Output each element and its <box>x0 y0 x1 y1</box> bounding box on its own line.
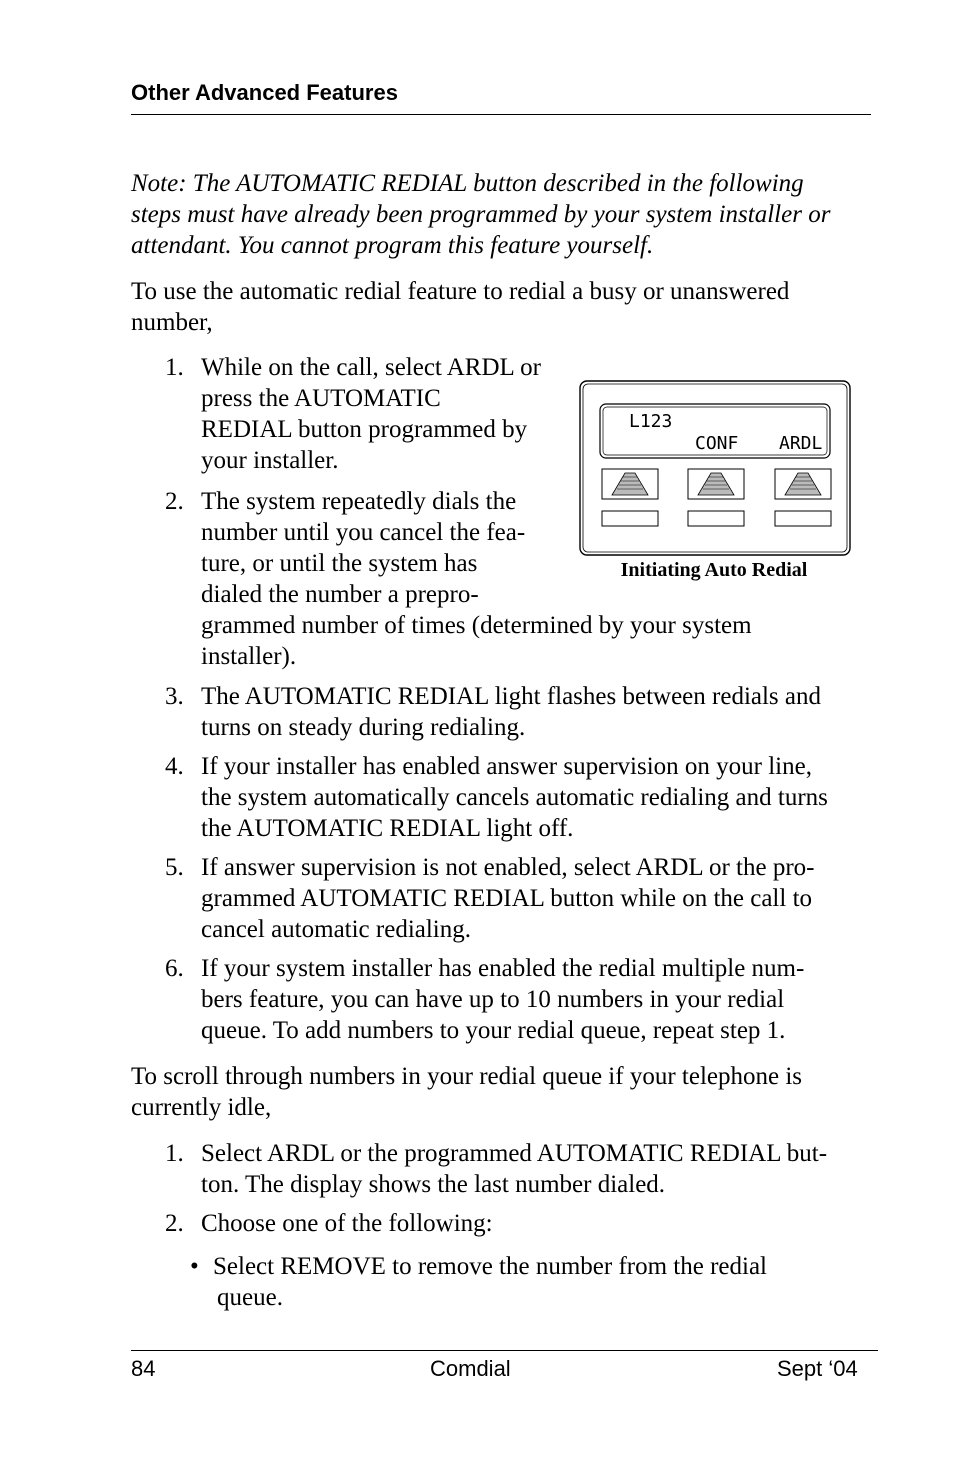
intro-line: currently idle, <box>131 1094 272 1121</box>
step-line: press the AUTOMATIC <box>201 385 441 412</box>
note-line: Note: The AUTOMATIC REDIAL button described in the following <box>131 170 804 197</box>
step-line: If answer supervision is not enabled, select ARDL or the pro- <box>201 854 815 881</box>
footer-company: Comdial <box>430 1356 511 1381</box>
step-line: grammed AUTOMATIC REDIAL button while on the call to <box>201 885 813 912</box>
header-rule <box>131 114 871 115</box>
step-line: the system automatically cancels automatic redialing and turns <box>201 784 828 811</box>
step-number: 1. <box>165 354 184 381</box>
step-line: cancel automatic redialing. <box>201 916 472 943</box>
step-text <box>201 681 821 743</box>
step-line: the AUTOMATIC REDIAL light off. <box>201 815 574 842</box>
step-line: If your system installer has enabled the redial multiple num- <box>201 955 805 982</box>
step-line: installer). <box>201 643 297 670</box>
step-line: REDIAL button programmed by <box>201 416 528 443</box>
step-text <box>201 852 815 945</box>
note-line: steps must have already been programmed by your system installer or <box>131 201 831 228</box>
idle-step-1 <box>165 1138 875 1200</box>
step-line: bers feature, you can have up to 10 numbers in your redial <box>201 986 785 1013</box>
step-text <box>201 1138 827 1200</box>
running-header: Other Advanced Features <box>131 80 398 105</box>
step-6 <box>165 953 875 1046</box>
step-line: ture, or until the system has <box>201 550 478 577</box>
display-line1: L123 <box>629 411 673 432</box>
step-number: 1. <box>165 1140 184 1167</box>
step-line: Choose one of the following: <box>201 1210 493 1237</box>
step-text <box>201 1208 493 1239</box>
step-number: 2. <box>165 1210 184 1237</box>
bullet-line: queue. <box>217 1284 283 1311</box>
idle-step-2 <box>165 1208 875 1239</box>
step-text <box>201 751 828 844</box>
step-5 <box>165 852 875 945</box>
step-number: 3. <box>165 683 184 710</box>
step-number: 6. <box>165 955 184 982</box>
step-line: queue. To add numbers to your redial queue, repeat step 1. <box>201 1017 786 1044</box>
softkey-label-ardl: ARDL <box>779 433 823 454</box>
bullet-symbol: • <box>190 1253 199 1280</box>
step-line: dialed the number a prepro- <box>201 581 479 608</box>
step-line: your installer. <box>201 447 339 474</box>
softkey-label-conf: CONF <box>695 433 739 454</box>
step-line: number until you cancel the fea- <box>201 519 526 546</box>
softkey-button-ardl[interactable] <box>775 469 831 526</box>
page-number: 84 <box>131 1356 156 1381</box>
note-line: attendant. You cannot program this feature yourself. <box>131 232 654 259</box>
figure-caption: Initiating Auto Redial <box>620 559 808 581</box>
intro-paragraph <box>131 276 876 338</box>
step-line: grammed number of times (determined by your system <box>201 612 752 639</box>
intro-line: To scroll through numbers in your redial queue if your telephone is <box>131 1063 803 1090</box>
bullet-text <box>213 1251 833 1313</box>
intro-line: To use the automatic redial feature to redial a busy or unanswered <box>131 278 790 305</box>
step-line: Select ARDL or the programmed AUTOMATIC REDIAL but- <box>201 1140 828 1167</box>
step-number: 2. <box>165 488 184 515</box>
step-3 <box>165 681 875 743</box>
step-line: While on the call, select ARDL or <box>201 354 541 381</box>
step-line: ton. The display shows the last number dialed. <box>201 1171 666 1198</box>
step-line: turns on steady during redialing. <box>201 714 526 741</box>
footer-date: Sept ‘04 <box>777 1356 858 1381</box>
step-number: 4. <box>165 753 184 780</box>
softkey-button-conf[interactable] <box>688 469 744 526</box>
intro-line: number, <box>131 309 213 336</box>
step-line: The system repeatedly dials the <box>201 488 517 515</box>
idle-intro-paragraph <box>131 1061 876 1123</box>
step-number: 5. <box>165 854 184 881</box>
step-line: The AUTOMATIC REDIAL light flashes between redials and <box>201 683 822 710</box>
step-line: If your installer has enabled answer supervision on your line, <box>201 753 812 780</box>
note-paragraph <box>131 168 876 261</box>
step-4 <box>165 751 875 844</box>
step-1 <box>165 352 565 476</box>
softkey-button-left[interactable] <box>602 469 658 526</box>
phone-display-figure <box>579 380 851 556</box>
phone-display-illustration <box>579 380 851 556</box>
bullet-line: Select REMOVE to remove the number from the redial <box>213 1253 768 1280</box>
step-text <box>201 953 804 1046</box>
footer-rule <box>131 1350 878 1351</box>
step-text <box>201 352 541 476</box>
